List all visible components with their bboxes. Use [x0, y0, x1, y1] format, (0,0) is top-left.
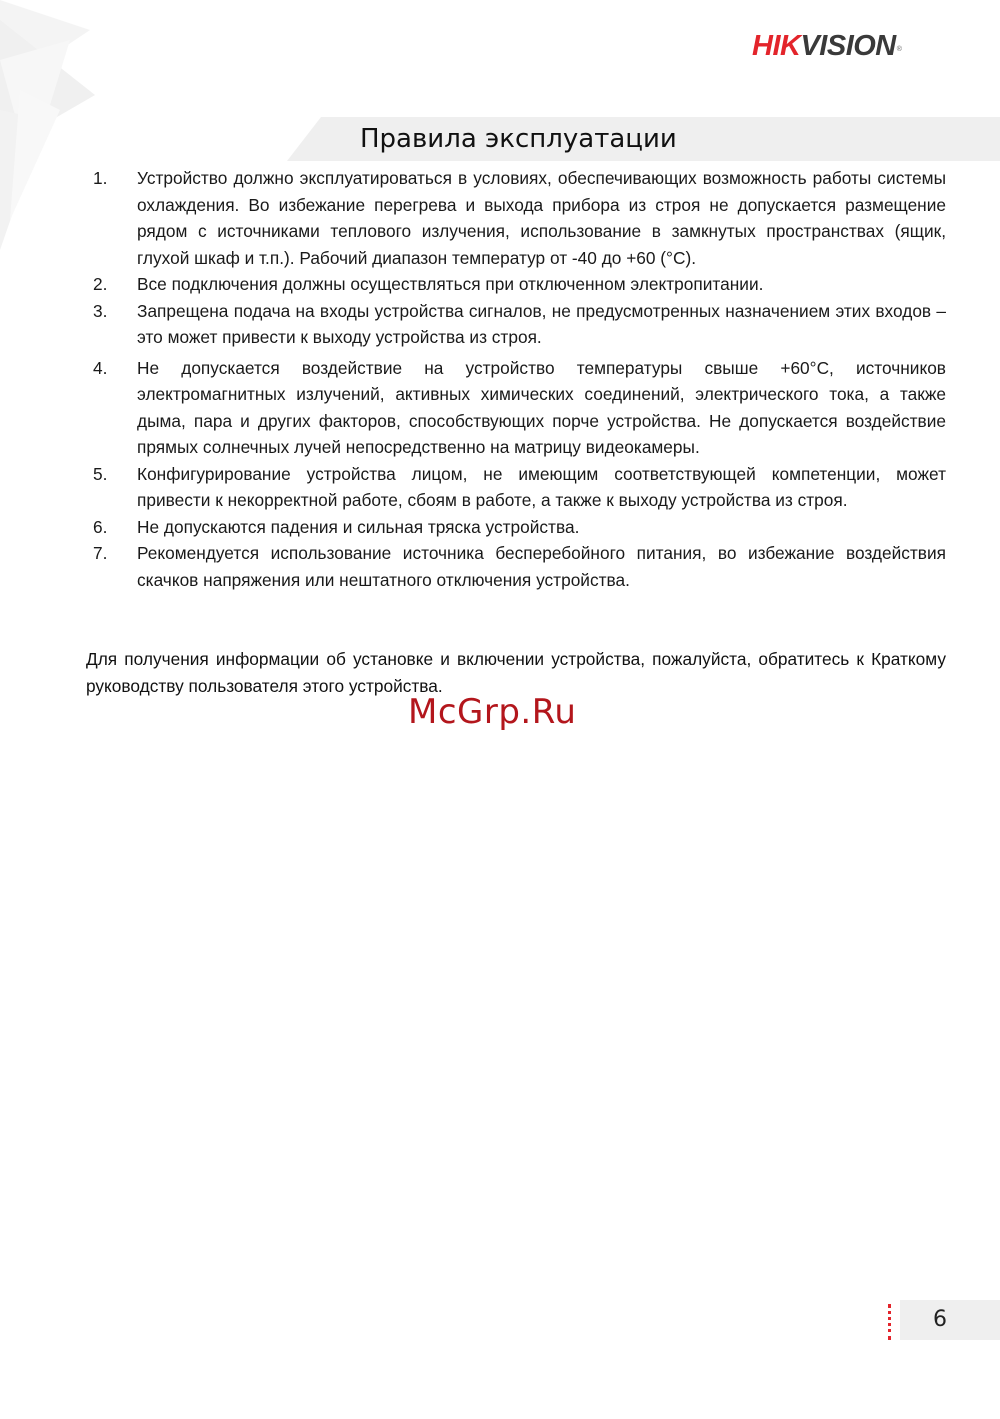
page-title: Правила эксплуатации [360, 124, 677, 154]
rule-item [0, 355, 1000, 461]
installation-note: Для получения информации об установке и включении устройства, пожалуйста, обратитесь к Краткому руководству пользователя этого устройства. [86, 649, 946, 696]
rule-item [0, 298, 1000, 351]
logo-vision: VISION [800, 30, 896, 62]
rule-number: 4. [93, 357, 108, 378]
rule-number: 1. [93, 168, 108, 188]
rule-text: Все подключения должны осуществляться при отключенном электропитании. [137, 274, 764, 294]
page-dots-decoration [888, 1304, 894, 1340]
watermark-link[interactable]: McGrp.Ru [408, 692, 577, 732]
rule-text: Конфигурирование устройства лицом, не имеющим соответствующей компетенции, может привести к некорректной работе, сбоям в работе, а также к выходу устройства из строя. [137, 463, 946, 510]
rule-text: Не допускаются падения и сильная тряска устройства. [137, 516, 580, 537]
rule-item [0, 461, 1000, 514]
logo-hik: HIK [752, 30, 801, 62]
page-number: 6 [933, 1307, 947, 1332]
rule-item [0, 271, 1000, 298]
rule-number: 3. [93, 300, 108, 321]
brand-logo [752, 28, 900, 64]
rule-number: 5. [93, 463, 108, 484]
rule-item [0, 540, 1000, 593]
rule-text: Не допускается воздействие на устройство температуры свыше +60°С, источников электромагнитных излучений, активных химических соединений, электрического тока, а также дыма, пара и других факторов, способствующих порче устройства. Не допускается воздействие прямых солнечных лучей непосредственно на матрицу видеокамеры. [137, 357, 946, 457]
rules-list [0, 165, 1000, 593]
rule-number: 7. [93, 543, 108, 563]
rule-item [0, 165, 1000, 271]
rule-text: Рекомендуется использование источника бесперебойного питания, во избежание воздействия скачков напряжения или нештатного отключения устройства. [137, 543, 946, 590]
rule-number: 2. [93, 274, 108, 294]
registered-mark: ® [896, 46, 902, 53]
rule-item [0, 514, 1000, 541]
rule-text: Устройство должно эксплуатироваться в условиях, обеспечивающих возможность работы системы охлаждения. Во избежание перегрева и выхода прибора из строя не допускается размещение рядом с источниками теплового излучения, использование в замкнутых пространствах (ящик, глухой шкаф и т.п.). Рабочий диапазон температур от -40 до +60 (°С). [137, 168, 946, 268]
rule-text: Запрещена подача на входы устройства сигналов, не предусмотренных назначением этих входов – это может привести к выходу устройства из строя. [137, 300, 946, 347]
rule-number: 6. [93, 516, 108, 537]
